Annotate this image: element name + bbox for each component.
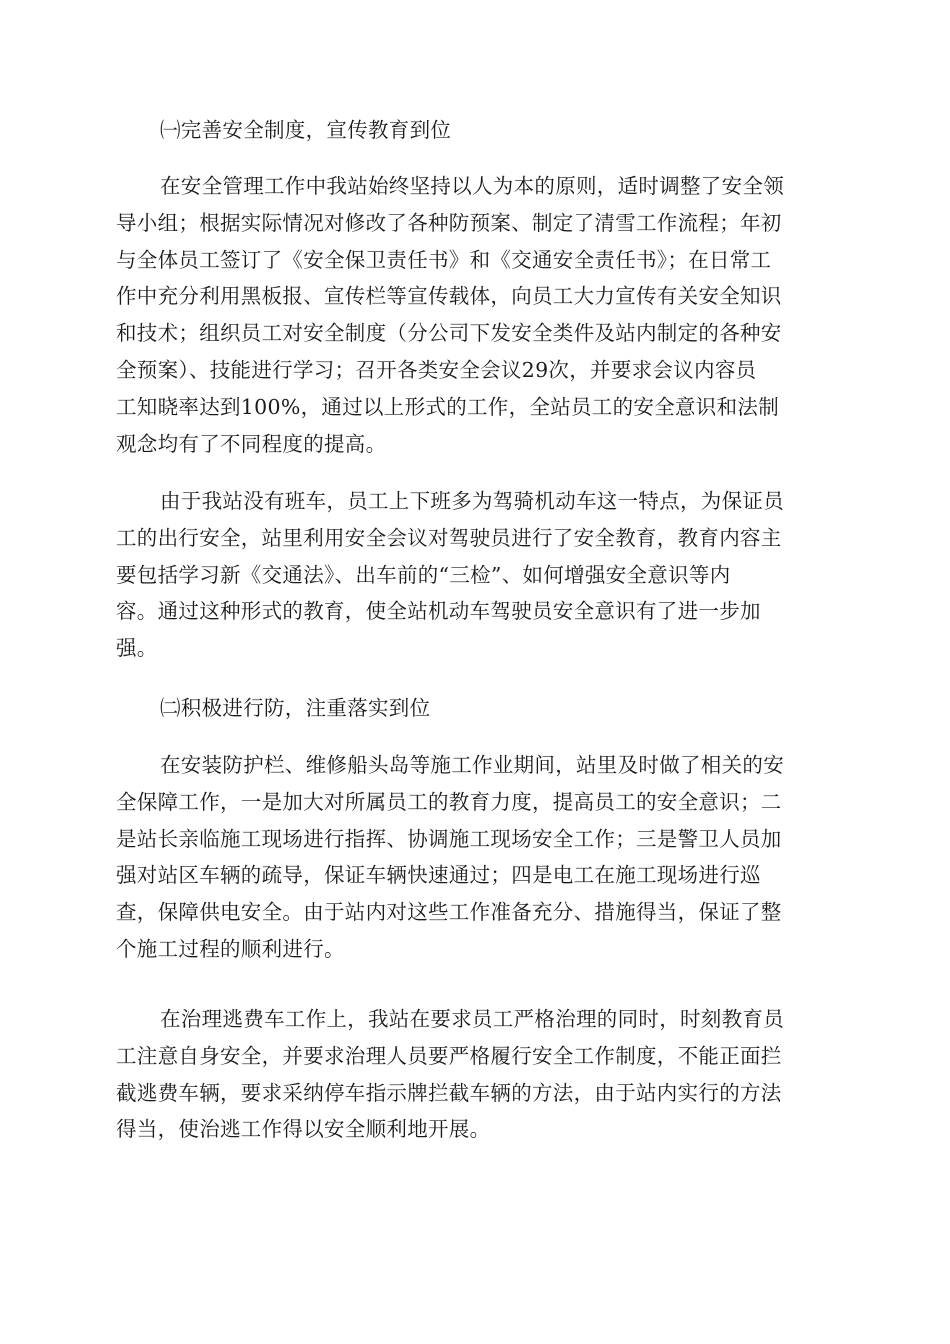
- paragraph-line: 全预案）、技能进行学习；召开各类安全会议29次，并要求会议内容员: [116, 357, 757, 382]
- paragraph-line: 和技术；组织员工对安全制度（分公司下发安全类件及站内制定的各种安: [116, 321, 782, 346]
- paragraph-line: 个施工过程的顺利进行。: [116, 936, 345, 961]
- paragraph-line: 工知晓率达到100%，通过以上形式的工作，全站员工的安全意识和法制: [116, 394, 780, 419]
- paragraph-line: 导小组；根据实际情况对修改了各种防预案、制定了清雪工作流程；年初: [116, 210, 782, 235]
- paragraph-line: 在安全管理工作中我站始终坚持以人为本的原则，适时调整了安全领: [160, 174, 784, 198]
- paragraph-1: [116, 168, 836, 462]
- paragraph-line: 观念均有了不同程度的提高。: [116, 431, 387, 456]
- paragraph-2: [116, 483, 836, 667]
- paragraph-line: 截逃费车辆，要求采纳停车指示牌拦截车辆的方法，由于站内实行的方法: [116, 1080, 782, 1105]
- section-heading-1: [116, 112, 836, 149]
- paragraph-line: 是站长亲临施工现场进行指挥、协调施工现场安全工作；三是警卫人员加: [116, 826, 782, 851]
- paragraph-line: 在安装防护栏、维修船头岛等施工作业期间，站里及时做了相关的安: [160, 753, 784, 777]
- paragraph-line: 作中充分利用黑板报、宣传栏等宣传载体，向员工大力宣传有关安全知识: [116, 284, 782, 309]
- section-heading-2: [116, 690, 836, 727]
- paragraph-line: 由于我站没有班车，员工上下班多为驾骑机动车这一特点，为保证员: [160, 489, 784, 513]
- paragraph-line: 与全体员工签订了《安全保卫责任书》和《交通安全责任书》；在日常工: [116, 247, 772, 272]
- paragraph-line: 全保障工作，一是加大对所属员工的教育力度，提高员工的安全意识；二: [116, 789, 782, 814]
- paragraph-3: [116, 747, 836, 968]
- paragraph-line: 得当，使治逃工作得以安全顺利地开展。: [116, 1117, 491, 1142]
- paragraph-line: 强。: [116, 636, 158, 661]
- paragraph-line: 容。通过这种形式的教育，使全站机动车驾驶员安全意识有了进一步加: [116, 599, 761, 624]
- paragraph-line: 要包括学习新《交通法》、出车前的“三检”、如何增强安全意识等内: [116, 562, 731, 587]
- paragraph-line: 工注意自身安全，并要求治理人员要严格履行安全工作制度，不能正面拦: [116, 1043, 782, 1068]
- heading-text: ㈡积极进行防，注重落实到位: [160, 696, 431, 720]
- paragraph-line: 强对站区车辆的疏导，保证车辆快速通过；四是电工在施工现场进行巡: [116, 863, 761, 888]
- paragraph-4: [116, 1001, 836, 1148]
- paragraph-line: 查，保障供电安全。由于站内对这些工作准备充分、措施得当，保证了整: [116, 900, 782, 925]
- paragraph-line: 工的出行安全，站里利用安全会议对驾驶员进行了安全教育，教育内容主: [116, 525, 782, 550]
- heading-text: ㈠完善安全制度，宣传教育到位: [160, 118, 452, 142]
- paragraph-line: 在治理逃费车工作上，我站在要求员工严格治理的同时，时刻教育员: [160, 1007, 784, 1031]
